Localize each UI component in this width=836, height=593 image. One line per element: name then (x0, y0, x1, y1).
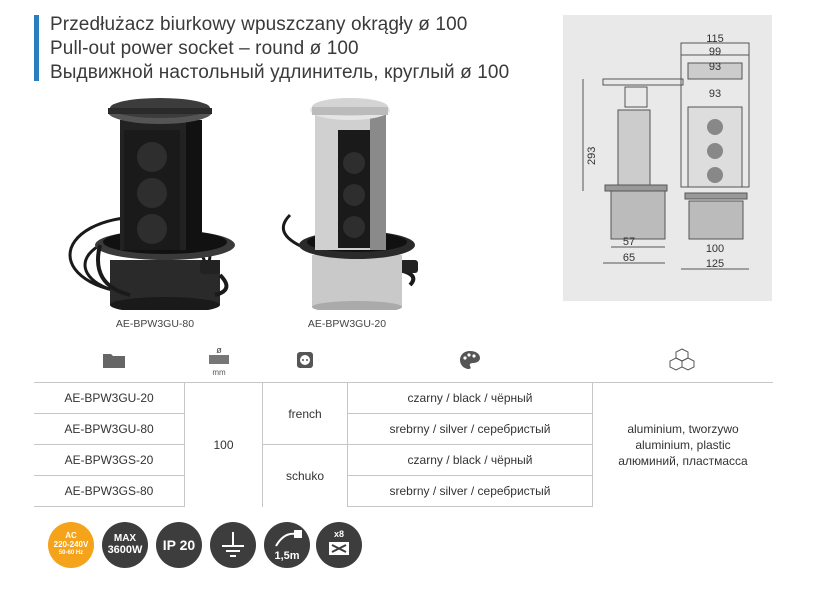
title-polish: Przedłużacz biurkowy wpuszczany okrągły ø 100 (50, 14, 468, 35)
model-cell: AE-BPW3GU-80 (34, 414, 185, 445)
ip-rating: IP 20 (162, 537, 196, 553)
material-line-en: aluminium, plastic (635, 437, 731, 452)
dim-57: 57 (622, 236, 636, 248)
dim-99: 99 (708, 46, 722, 58)
ground-badge (210, 522, 256, 568)
dim-100: 100 (705, 243, 725, 255)
max-label: MAX (113, 533, 137, 544)
color-cell: srebrny / silver / серебристый (348, 476, 593, 507)
size-column-header (205, 344, 233, 377)
title-accent-bar (34, 15, 39, 81)
voltage-ac: AC (65, 531, 77, 540)
product-image-silver (270, 95, 460, 310)
color-cell: srebrny / silver / серебристый (348, 414, 593, 445)
material-line-pl: aluminium, tworzywo (627, 421, 739, 436)
size-cell: 100 (185, 383, 263, 507)
dim-65: 65 (622, 252, 636, 264)
folder-icon (102, 351, 126, 369)
model-cell: AE-BPW3GS-20 (34, 445, 185, 476)
product-image-black (60, 95, 260, 310)
color-cell: czarny / black / чёрный (348, 383, 593, 414)
color-cell: czarny / black / чёрный (348, 445, 593, 476)
svg-text:ø: ø (216, 345, 222, 355)
spec-table (34, 382, 773, 507)
plug-type-schuko: schuko (263, 445, 348, 507)
diameter-icon (207, 344, 231, 366)
voltage-badge (48, 522, 94, 568)
model-cell: AE-BPW3GU-20 (34, 383, 185, 414)
pack-quantity: x8 (333, 529, 344, 539)
product-caption-silver: AE-BPW3GU-20 (307, 318, 387, 330)
technical-drawing-panel (563, 15, 772, 301)
material-cubes-icon (668, 347, 696, 373)
dim-115: 115 (706, 33, 724, 45)
dim-293: 293 (586, 146, 598, 165)
table-row (34, 383, 773, 414)
socket-icon (296, 351, 314, 369)
product-caption-black: AE-BPW3GU-80 (115, 318, 195, 330)
pack-quantity-badge (316, 522, 362, 568)
material-line-ru: алюминий, пластмасса (618, 453, 748, 468)
ip-rating-badge (156, 522, 202, 568)
cable-length-badge (264, 522, 310, 568)
box-icon (316, 539, 362, 559)
dim-93-bottom: 93 (708, 88, 722, 100)
cable-length: 1,5m (274, 550, 300, 562)
unit-label: mm (212, 368, 226, 377)
voltage-range: 220-240V (53, 540, 89, 549)
technical-drawing (563, 15, 772, 301)
dim-93-top: 93 (708, 61, 722, 73)
ground-icon (210, 522, 256, 568)
title-english: Pull-out power socket – round ø 100 (50, 38, 359, 59)
title-russian: Выдвижной настольный удлинитель, круглый ø 100 (50, 62, 510, 83)
plug-type-french: french (263, 383, 348, 445)
palette-icon (459, 350, 481, 370)
voltage-frequency: 50-60 Hz (58, 550, 84, 556)
max-watt: 3600W (107, 544, 143, 556)
max-power-badge (102, 522, 148, 568)
dim-125: 125 (705, 258, 725, 270)
model-cell: AE-BPW3GS-80 (34, 476, 185, 507)
material-cell (593, 383, 774, 507)
